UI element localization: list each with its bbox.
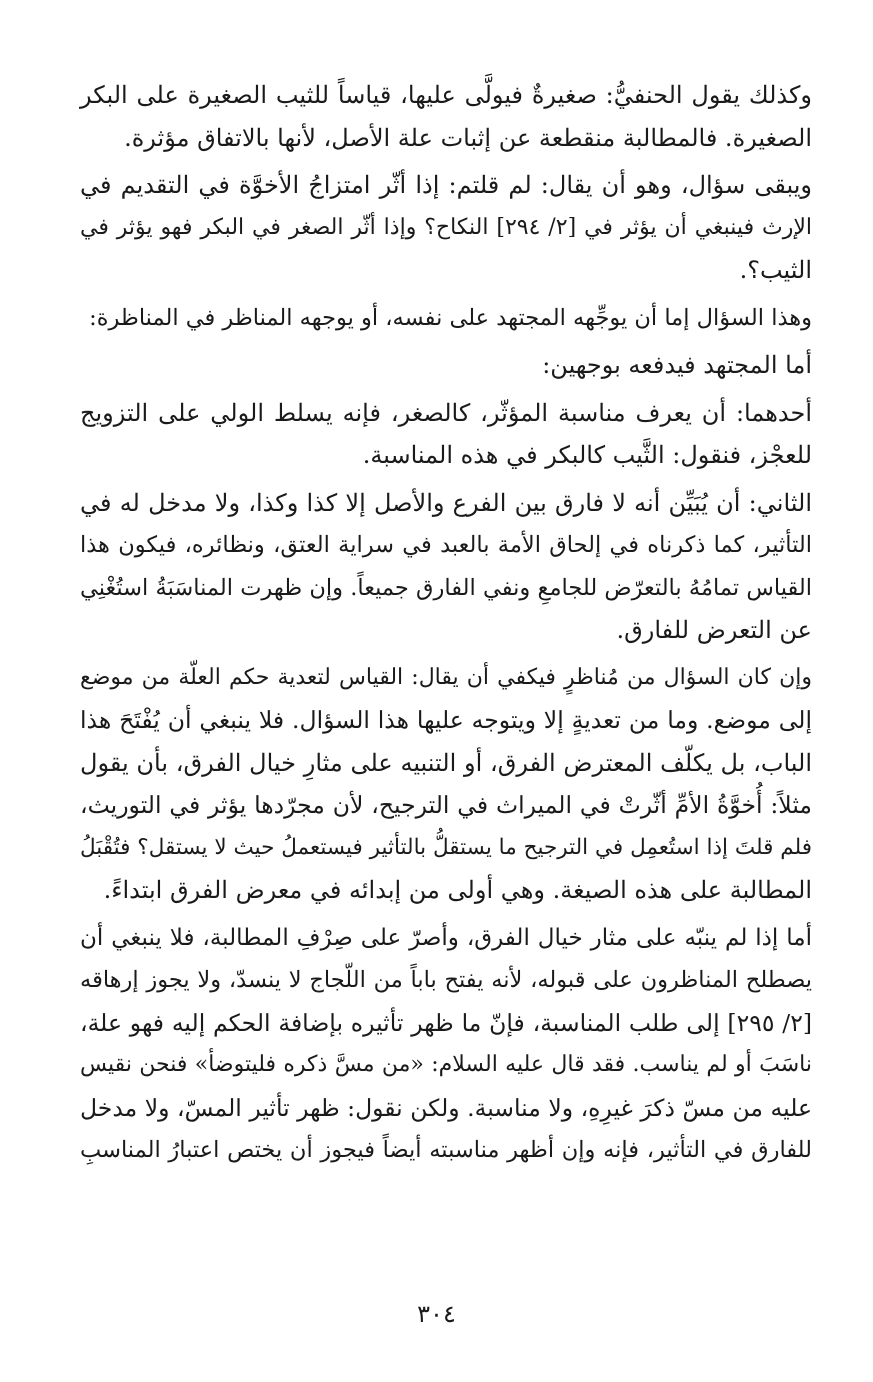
paragraph-8 [80,917,812,1172]
text-line: أما إذا لم ينبّه على مثار خيال الفرق، وأصرّ على صِرْفِ المطالبة، فلا ينبغي أن [80,924,812,951]
paragraph-3 [80,297,812,340]
text-line: وإن كان السؤال من مُناظرٍ فيكفي أن يقال: القياس لتعدية حكم العلّة من موضع [80,664,812,690]
paragraph-5 [80,392,812,477]
page-number: ٣٠٤ [417,1300,456,1328]
body-text [80,74,812,1172]
paragraph-7 [80,657,812,912]
paragraph-2 [80,164,812,292]
text-line: عن التعرض للفارق. [616,616,812,644]
paragraph-4 [80,344,812,387]
paragraph-6 [80,482,812,652]
text-line: ويبقى سؤال، وهو أن يقال: لم قلتم: إذا أثّر امتزاجُ الأخوَّة في التقديم في [80,171,812,199]
text-line: مثلاً: أُخوَّةُ الأمِّ أثّرتْ في الميراث في الترجيح، لأن مجرّدها يؤثر في التوريث، [80,791,812,819]
text-line: إلى موضع. وما من تعديةٍ إلا ويتوجه عليها هذا السؤال. فلا ينبغي أن يُفْتَحَ هذا [80,706,812,734]
text-line: للفارق في التأثير، فإنه وإن أظهر مناسبته أيضاً فيجوز أن يختص اعتبارُ المناسبِ [80,1137,812,1163]
text-line: المطالبة على هذه الصيغة. وهي أولى من إبدائه في معرض الفرق ابتداءً. [103,876,812,904]
text-line: الباب، بل يكلّف المعترض الفرق، أو التنبيه على مثارِ خيال الفرق، بأن يقول [80,748,812,777]
text-line: وهذا السؤال إما أن يوجِّهه المجتهد على نفسه، أو يوجهه المناظر في المناظرة: [89,304,812,331]
text-line: يصطلح المناظرون على قبوله، لأنه يفتح باباً من اللّجاج لا ينسدّ، ولا يجوز إرهاقه [80,967,812,993]
text-line: الصغيرة. فالمطالبة منقطعة عن إثبات علة الأصل، لأنها بالاتفاق مؤثرة. [124,123,812,152]
text-line: الثاني: أن يُبَيِّن أنه لا فارق بين الفرع والأصل إلا كذا وكذا، ولا مدخل له في [80,488,812,517]
text-line: التأثير، كما ذكرناه في إلحاق الأمة بالعبد في سراية العتق، ونظائره، فيكون هذا [80,532,812,558]
text-line: أحدهما: أن يعرف مناسبة المؤثّر، كالصغر، فإنه يسلط الولي على التزويج [80,398,812,427]
text-line: وكذلك يقول الحنفيُّ: صغيرةٌ فيولَّى عليها، قياساً للثيب الصغيرة على البكر [80,81,812,109]
text-line: القياس تمامُهُ بالتعرّض للجامعِ ونفي الفارق جميعاً. وإن ظهرت المناسَبَةُ استُغْنِي [80,574,812,601]
text-line: عليه من مسّ ذكرَ غيرِهِ، ولا مناسبة. ولكن نقول: ظهر تأثير المسّ، ولا مدخل [80,1093,812,1122]
paragraph-1 [80,74,812,159]
text-line: الإرث فينبغي أن يؤثر في [٢/ ٢٩٤] النكاح؟ وإذا أثّر الصغر في البكر فهو يؤثر في [80,214,812,240]
text-line: للعجْز، فنقول: الثَّيب كالبكر في هذه المناسبة. [362,441,812,469]
text-line: أما المجتهد فيدفعه بوجهين: [542,351,812,379]
text-line: فلم قلتَ إذا استُعمِل في الترجيح ما يستقلُّ بالتأثير فيستعملُ حيث لا يستقل؟ فتُقْبَلُ [80,834,812,860]
text-line: [٢/ ٢٩٥] إلى طلب المناسبة، فإنّ ما ظهر تأثيره بإضافة الحكم إليه فهو علة، [80,1008,813,1037]
text-line: ناسَبَ أو لم يناسب. فقد قال عليه السلام: «من مسَّ ذكره فليتوضأ» فنحن نقيس [80,1052,812,1077]
text-line: الثيب؟. [739,256,812,284]
